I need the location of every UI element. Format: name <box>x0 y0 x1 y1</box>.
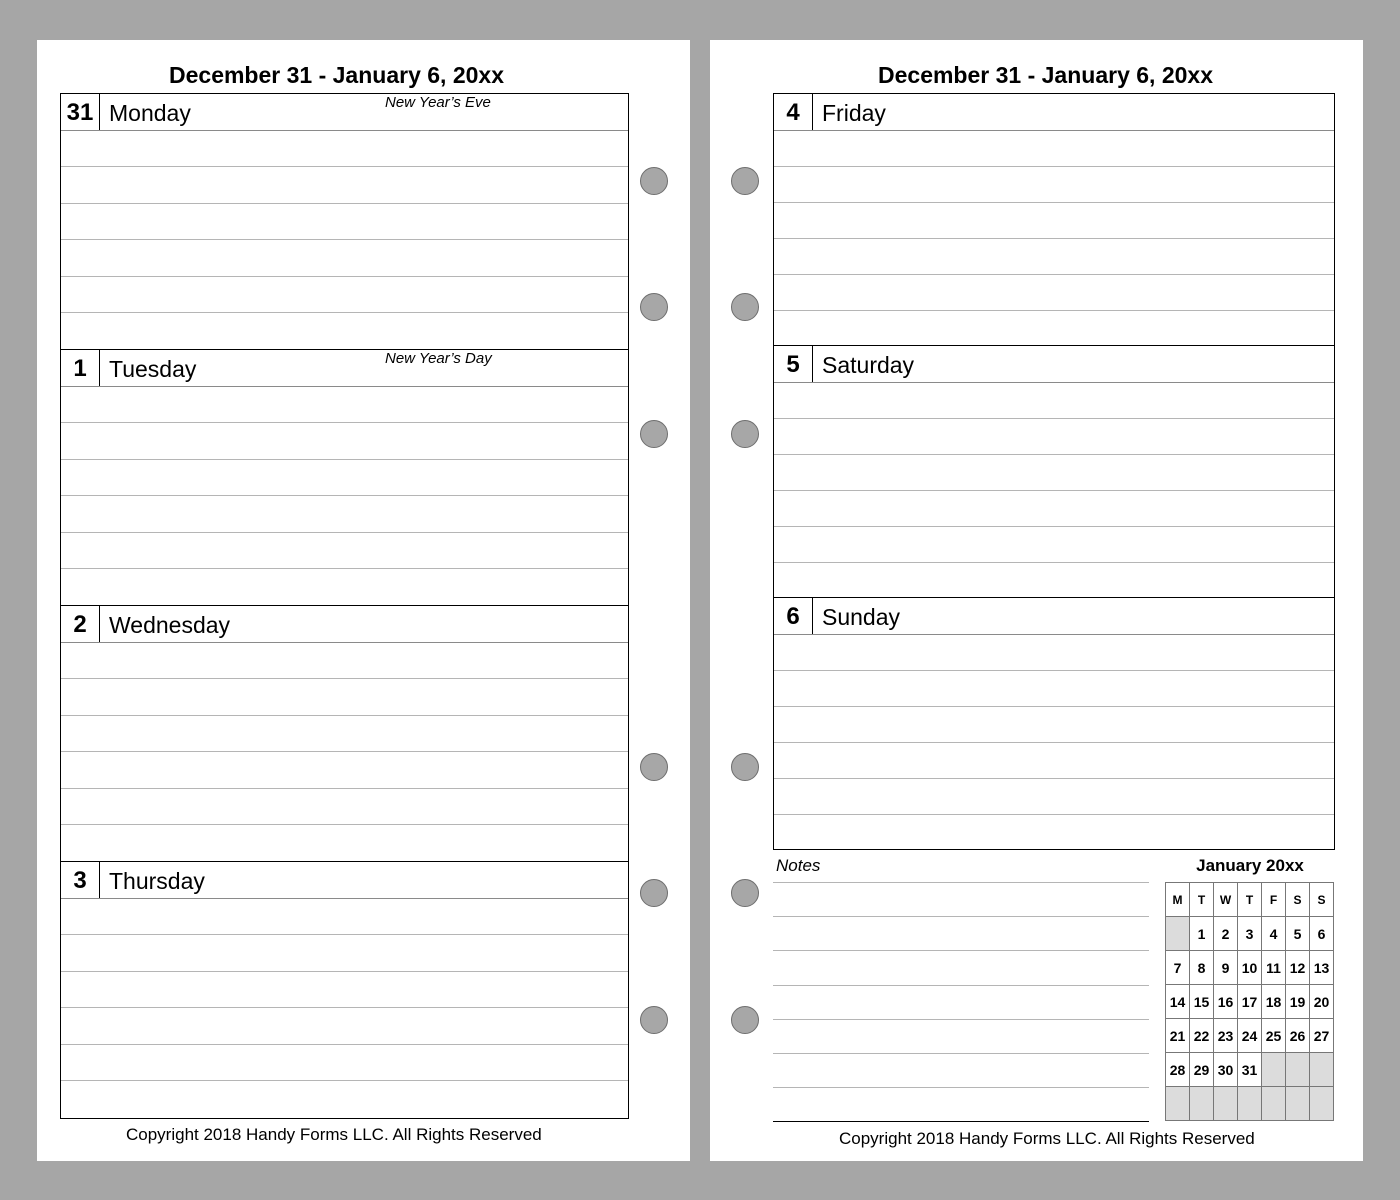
calendar-empty-cell <box>1190 1087 1214 1121</box>
writing-line <box>61 276 628 277</box>
day-name: Thursday <box>109 868 205 894</box>
writing-line <box>774 310 1334 311</box>
calendar-empty-cell <box>1238 1087 1262 1121</box>
binder-hole <box>731 1006 759 1034</box>
writing-line <box>61 203 628 204</box>
mini-calendar-grid <box>1165 882 1334 1121</box>
writing-line <box>774 670 1334 671</box>
binder-hole <box>731 753 759 781</box>
calendar-empty-cell <box>1166 1087 1190 1121</box>
day-header <box>61 606 628 643</box>
binder-hole <box>640 1006 668 1034</box>
day-header <box>61 862 628 899</box>
calendar-day: 11 <box>1262 951 1286 985</box>
writing-line <box>61 715 628 716</box>
calendar-day: 3 <box>1238 917 1262 951</box>
holiday-label: New Year’s Day <box>385 350 492 367</box>
weekday-header: T <box>1238 883 1262 917</box>
notes-line <box>773 1019 1149 1020</box>
binder-hole <box>640 293 668 321</box>
calendar-day: 22 <box>1190 1019 1214 1053</box>
day-name: Sunday <box>822 604 901 630</box>
calendar-day: 15 <box>1190 985 1214 1019</box>
writing-line <box>61 1044 628 1045</box>
calendar-day: 14 <box>1166 985 1190 1019</box>
day-header <box>774 598 1334 635</box>
calendar-empty-cell <box>1310 1087 1334 1121</box>
notes-line <box>773 916 1149 917</box>
calendar-day: 30 <box>1214 1053 1238 1087</box>
writing-line <box>61 312 628 313</box>
calendar-day: 31 <box>1238 1053 1262 1087</box>
day-name: Saturday <box>822 352 915 378</box>
writing-line <box>774 490 1334 491</box>
writing-line <box>61 239 628 240</box>
calendar-day: 28 <box>1166 1053 1190 1087</box>
writing-line <box>774 778 1334 779</box>
day-block-wednesday <box>60 605 629 862</box>
calendar-day: 19 <box>1286 985 1310 1019</box>
notes-line <box>773 985 1149 986</box>
writing-line <box>61 678 628 679</box>
writing-line <box>774 238 1334 239</box>
right-planner-page <box>710 40 1363 1161</box>
day-name: Wednesday <box>109 612 231 638</box>
day-number: 4 <box>774 94 813 130</box>
writing-line <box>774 166 1334 167</box>
writing-line <box>61 532 628 533</box>
writing-line <box>61 971 628 972</box>
calendar-day: 1 <box>1190 917 1214 951</box>
calendar-day: 8 <box>1190 951 1214 985</box>
writing-line <box>774 526 1334 527</box>
weekday-header: S <box>1286 883 1310 917</box>
calendar-day: 7 <box>1166 951 1190 985</box>
binder-hole <box>640 167 668 195</box>
writing-line <box>774 418 1334 419</box>
calendar-empty-cell <box>1214 1087 1238 1121</box>
copyright-notice: Copyright 2018 Handy Forms LLC. All Rights Reserved <box>839 1129 1255 1148</box>
writing-line <box>774 742 1334 743</box>
writing-line <box>774 706 1334 707</box>
calendar-day: 6 <box>1310 917 1334 951</box>
day-block-thursday <box>60 861 629 1119</box>
calendar-empty-cell <box>1286 1087 1310 1121</box>
calendar-empty-cell <box>1262 1087 1286 1121</box>
weekday-header: S <box>1310 883 1334 917</box>
writing-line <box>61 1007 628 1008</box>
day-number: 5 <box>774 346 813 382</box>
day-block-friday <box>773 93 1335 346</box>
calendar-day: 5 <box>1286 917 1310 951</box>
mini-calendar-title: January 20xx <box>1196 856 1304 875</box>
notes-line <box>773 1053 1149 1054</box>
notes-line <box>773 882 1149 883</box>
calendar-day: 27 <box>1310 1019 1334 1053</box>
writing-line <box>61 1080 628 1081</box>
day-block-sunday <box>773 597 1335 850</box>
writing-line <box>61 166 628 167</box>
day-block-saturday <box>773 345 1335 598</box>
notes-label: Notes <box>776 856 821 875</box>
day-name: Monday <box>109 100 191 126</box>
page-title: December 31 - January 6, 20xx <box>878 62 1213 88</box>
day-header <box>61 350 628 387</box>
notes-line <box>773 950 1149 951</box>
day-header <box>774 94 1334 131</box>
day-number: 6 <box>774 598 813 634</box>
left-planner-page <box>37 40 690 1161</box>
calendar-day: 26 <box>1286 1019 1310 1053</box>
writing-line <box>61 422 628 423</box>
calendar-day: 29 <box>1190 1053 1214 1087</box>
mini-calendar <box>1165 852 1335 1124</box>
writing-line <box>61 934 628 935</box>
calendar-day: 23 <box>1214 1019 1238 1053</box>
day-number: 2 <box>61 606 100 642</box>
binder-hole <box>640 753 668 781</box>
writing-line <box>774 814 1334 815</box>
writing-line <box>61 459 628 460</box>
writing-line <box>774 562 1334 563</box>
day-number: 1 <box>61 350 100 386</box>
binder-hole <box>640 420 668 448</box>
calendar-day: 4 <box>1262 917 1286 951</box>
writing-line <box>61 495 628 496</box>
calendar-empty-cell <box>1286 1053 1310 1087</box>
notes-bottom-line <box>773 1121 1149 1122</box>
day-block-monday <box>60 93 629 350</box>
binder-hole <box>731 879 759 907</box>
notes-line <box>773 1087 1149 1088</box>
copyright-notice: Copyright 2018 Handy Forms LLC. All Rights Reserved <box>126 1125 542 1144</box>
day-name: Friday <box>822 100 886 126</box>
notes-section <box>773 852 1149 1122</box>
calendar-empty-cell <box>1262 1053 1286 1087</box>
calendar-day: 18 <box>1262 985 1286 1019</box>
writing-line <box>774 274 1334 275</box>
weekday-header: F <box>1262 883 1286 917</box>
calendar-day: 12 <box>1286 951 1310 985</box>
calendar-day: 21 <box>1166 1019 1190 1053</box>
binder-hole <box>731 420 759 448</box>
writing-line <box>774 454 1334 455</box>
weekday-header: M <box>1166 883 1190 917</box>
weekday-header: W <box>1214 883 1238 917</box>
weekday-header: T <box>1190 883 1214 917</box>
calendar-day: 16 <box>1214 985 1238 1019</box>
writing-line <box>61 824 628 825</box>
day-header <box>61 94 628 131</box>
writing-line <box>61 568 628 569</box>
day-header <box>774 346 1334 383</box>
calendar-day: 24 <box>1238 1019 1262 1053</box>
calendar-day: 2 <box>1214 917 1238 951</box>
binder-hole <box>731 167 759 195</box>
calendar-day: 13 <box>1310 951 1334 985</box>
day-number: 31 <box>61 94 100 130</box>
calendar-day: 10 <box>1238 951 1262 985</box>
calendar-empty-cell <box>1166 917 1190 951</box>
day-name: Tuesday <box>109 356 197 382</box>
day-number: 3 <box>61 862 100 898</box>
holiday-label: New Year’s Eve <box>385 94 491 111</box>
day-block-tuesday <box>60 349 629 606</box>
calendar-day: 25 <box>1262 1019 1286 1053</box>
writing-line <box>774 202 1334 203</box>
calendar-empty-cell <box>1310 1053 1334 1087</box>
calendar-day: 17 <box>1238 985 1262 1019</box>
calendar-day: 20 <box>1310 985 1334 1019</box>
calendar-day: 9 <box>1214 951 1238 985</box>
writing-line <box>61 788 628 789</box>
writing-line <box>61 751 628 752</box>
binder-hole <box>640 879 668 907</box>
binder-hole <box>731 293 759 321</box>
page-title: December 31 - January 6, 20xx <box>169 62 504 88</box>
